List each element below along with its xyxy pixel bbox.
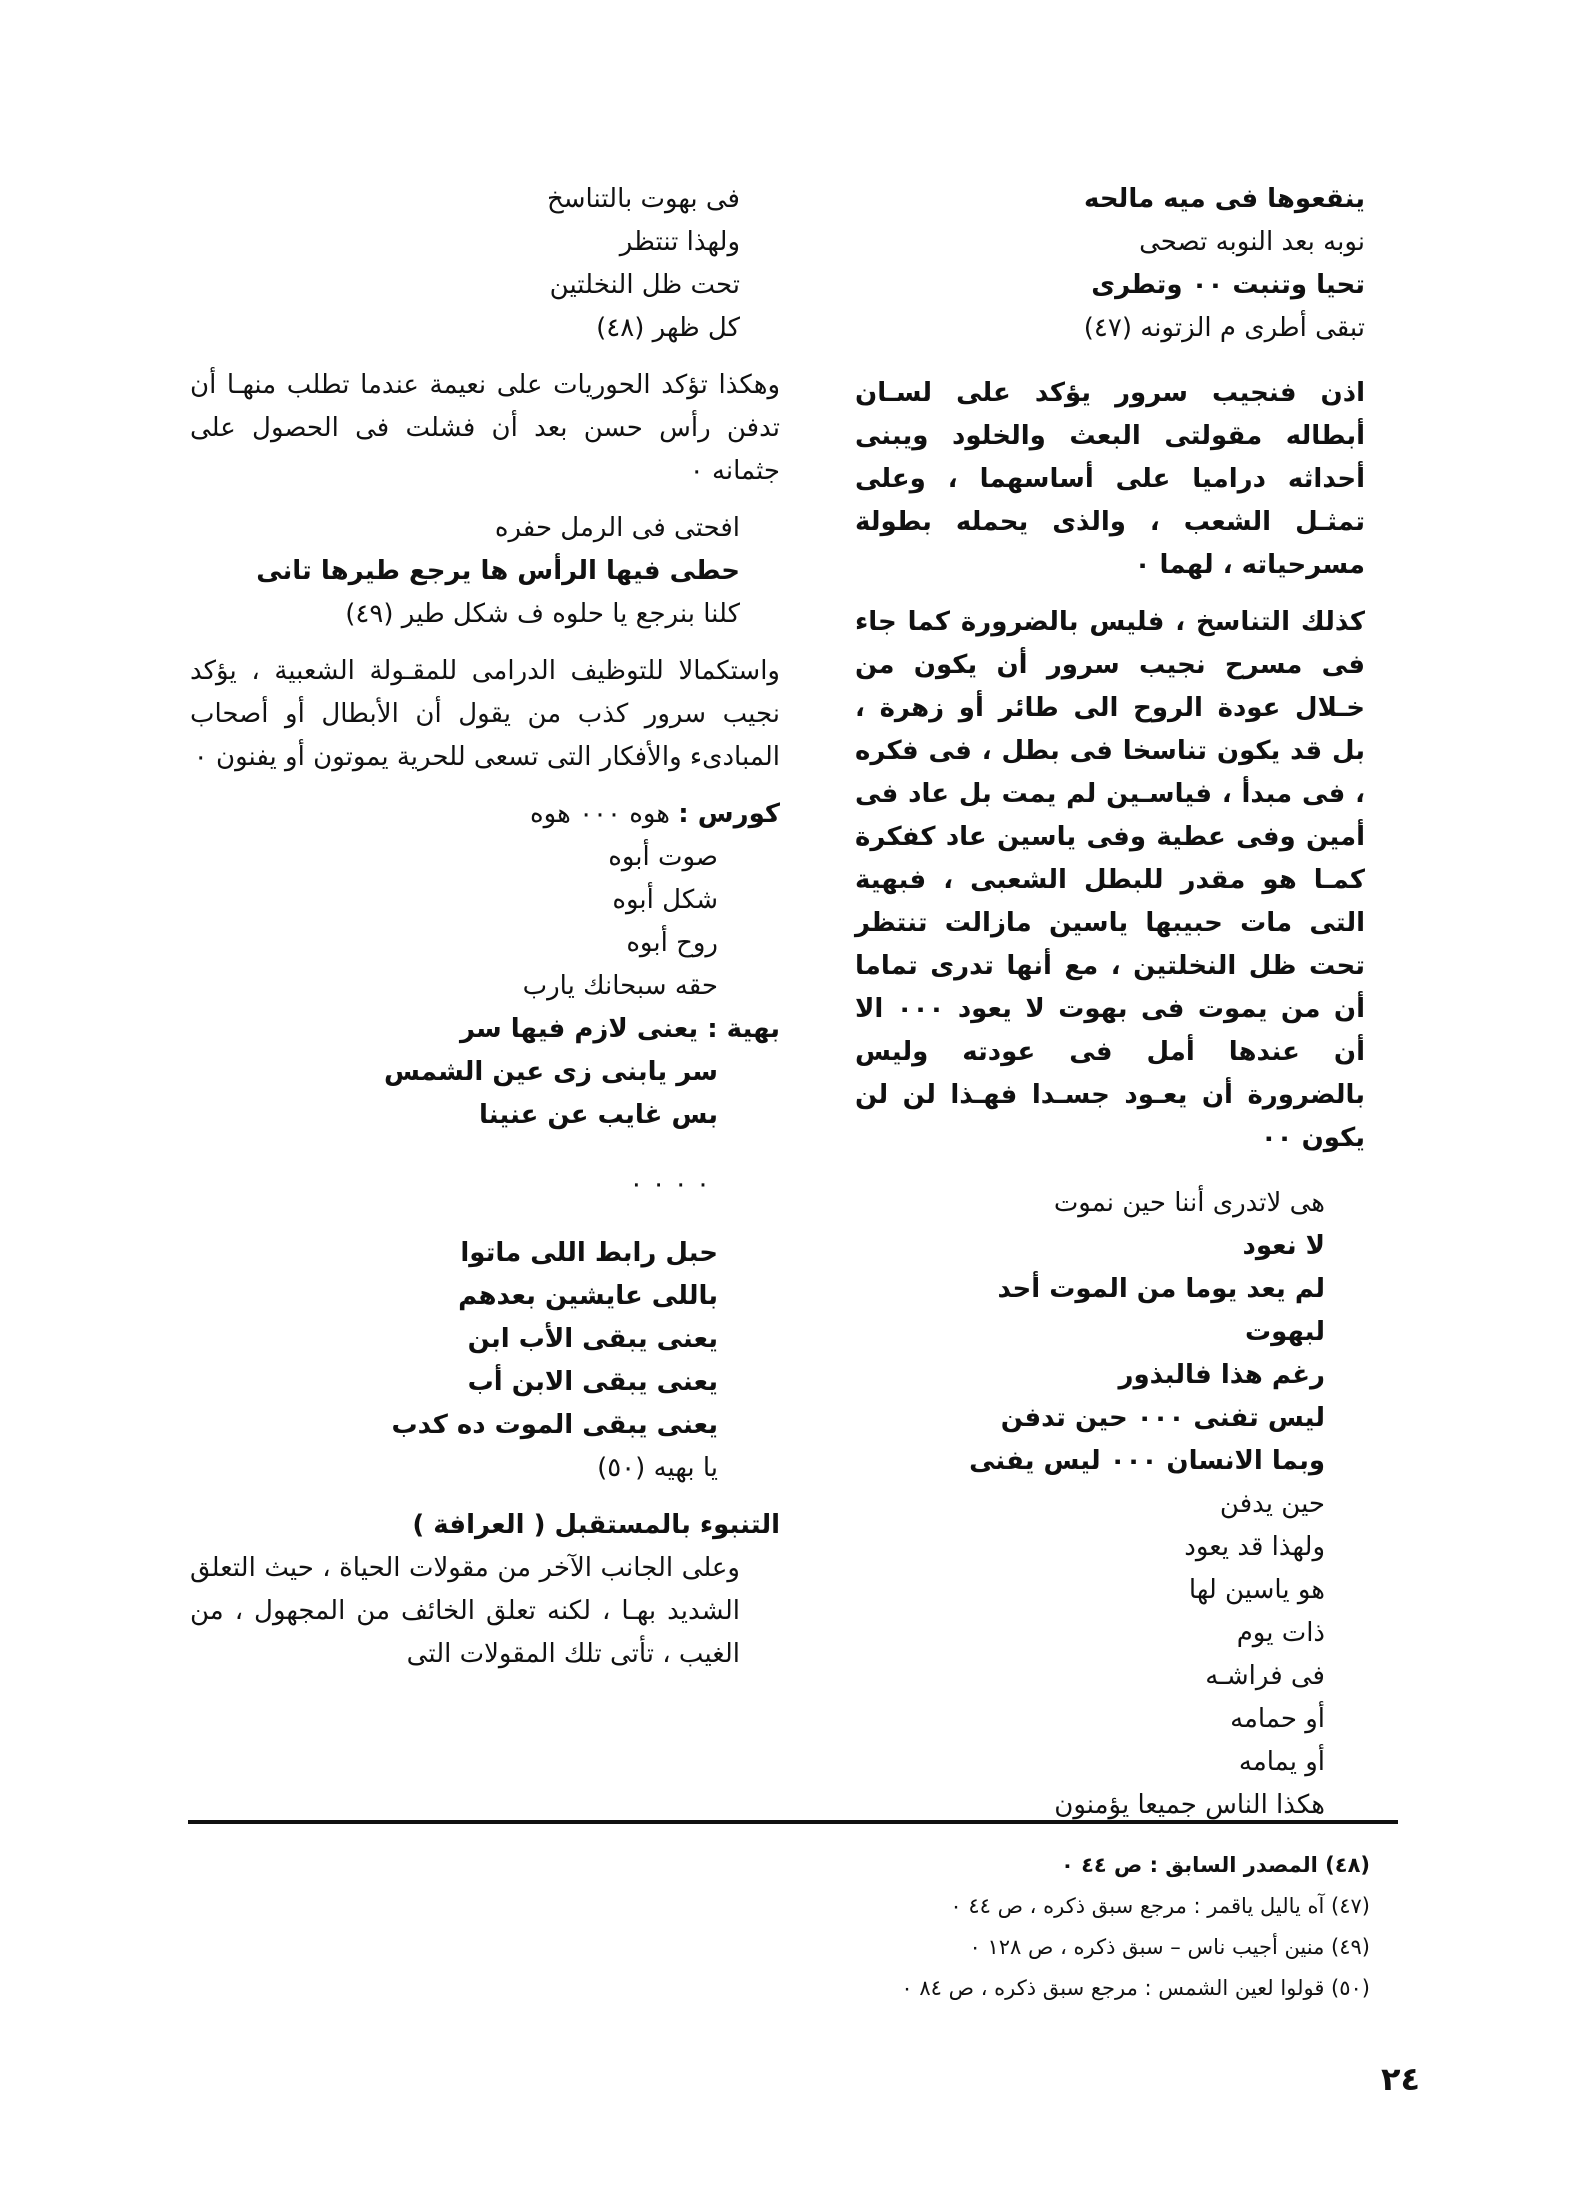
verse-line: ليس تفنى ٠٠٠ حين تدفن	[1000, 1403, 1325, 1433]
verse-line: صوت أبوه	[608, 842, 718, 872]
poem-47	[855, 178, 1365, 350]
verse-line: رغم هذا فالبذور	[1118, 1360, 1325, 1390]
footnote: (٥٠) قولوا لعين الشمس : مرجع سبق ذكره ، ص ٨٤ ٠	[901, 1976, 1370, 2000]
poem-faith	[855, 1182, 1365, 1827]
verse-line: افحتى فى الرمل حفره	[494, 513, 740, 543]
bahia-block	[190, 1008, 780, 1137]
poem-48	[190, 178, 780, 350]
verse-line: كل ظهر (٤٨)	[596, 313, 740, 343]
verse-line: روح أبوه	[626, 928, 718, 958]
paragraph: وعلى الجانب الآخر من مقولات الحياة ، حيث التعلق الشديد بهـا ، لكنه تعلق الخائف من المجهول ، من الغيب ، تأتى تلك المقولات التى	[190, 1553, 740, 1669]
verse-line: تبقى أطرى م الزتونه (٤٧)	[1083, 313, 1365, 343]
verse-line: هو ياسين لها	[1188, 1575, 1325, 1605]
verse-line: هكذا الناس جميعا يؤمنون	[1054, 1790, 1325, 1820]
verse-line: ذات يوم	[1236, 1618, 1325, 1648]
verse-line: وبما الانسان ٠٠٠ ليس يفنى	[969, 1446, 1325, 1476]
verse-line: ولهذا قد يعود	[1184, 1532, 1325, 1562]
verse-line: يعنى يبقى الموت ده كدب	[391, 1410, 718, 1440]
verse-line: بس غايب عن عنينا	[478, 1100, 718, 1130]
verse-line: ولهذا تنتظر	[619, 227, 740, 257]
page-number: ٢٤	[1380, 2060, 1420, 2098]
paragraph: واستكمالا للتوظيف الدرامى للمقـولة الشعبية ، يؤكد نجيب سرور كذب من يقول أن الأبطال أو أصحاب المبادىء والأفكار التى تسعى للحرية يموتون أو يفنون ٠	[190, 656, 780, 772]
verse-line: أو يمامه	[1238, 1747, 1325, 1777]
footnote: (٤٨) المصدر السابق : ص ٤٤ ٠	[1060, 1853, 1370, 1877]
footnote: (٤٧) آه ياليل ياقمر : مرجع سبق ذكره ، ص ٤٤ ٠	[950, 1894, 1370, 1918]
left-column	[190, 178, 780, 1676]
verse-line: هوه ٠٠٠ هوه	[530, 799, 671, 829]
section-heading: التنبوء بالمستقبل ( العرافة )	[412, 1510, 780, 1540]
paragraph: اذن فنجيب سرور يؤكد على لسـان أبطاله مقولتى البعث والخلود ويبنى أحداثه دراميا على أساسهما ، وعلى تمثـل الشعب ، والذى يحمله بطولة مسرحياته ، لهما ٠	[855, 378, 1365, 580]
verse-line: يعنى يبقى الابن أب	[467, 1367, 718, 1397]
verse-line: كلنا بنرجع يا حلوه ف شكل طير (٤٩)	[345, 599, 740, 629]
verse-line: باللى عايشين بعدهم	[458, 1281, 718, 1311]
ellipsis-dots: ٠ ٠ ٠ ٠	[629, 1169, 710, 1199]
verse-line: فى بهوت بالتناسخ	[546, 184, 740, 214]
verse-line: تحت ظل النخلتين	[549, 270, 740, 300]
paragraph: كذلك التناسخ ، فليس بالضرورة كما جاء فى مسرح نجيب سرور أن يكون من خـلال عودة الروح الى طائر أو زهرة ، بل قد يكون تناسخا فى بطل ، فى فكره ، فى مبدأ ، فياسـين لم يمت بل عاد فى أمين وفى عطية وفى ياسين عاد كفكرة كمـا هو مقدر للبطل الشعبى ، فبهية التى مات حبيبها ياسين مازالت تنتظر تحت ظل النخلتين ، مع أنها تدرى تماما أن من يموت فى بهوت لا يعود ٠٠٠ الا أن عندها أمل فى عودته وليس بالضرورة أن يعـود جسـدا فهـذا لن لن يكون ٠٠	[855, 607, 1365, 1153]
speaker-label: كورس :	[678, 799, 780, 829]
verse-line: فى فراشـه	[1205, 1661, 1325, 1691]
footnotes	[760, 1845, 1370, 2009]
speaker-label: بهية :	[707, 1014, 780, 1044]
verse-line: حطى فيها الرأس ها يرجع طيرها تانى	[256, 556, 740, 586]
verse-line: يعنى يبقى الأب ابن	[467, 1324, 718, 1354]
paragraph: وهكذا تؤكد الحوريات على نعيمة عندما تطلب منهـا أن تدفن رأس حسن بعد أن فشلت فى الحصول على جثمانه ٠	[190, 370, 780, 486]
verse-line: لبهوت	[1245, 1317, 1325, 1347]
verse-line: حبل رابط اللى ماتوا	[460, 1238, 718, 1268]
verse-line: لم يعد يوما من الموت أحد	[997, 1274, 1325, 1304]
verse-line: نوبه بعد النوبه تصحى	[1139, 227, 1365, 257]
verse-line: حين يدفن	[1219, 1489, 1325, 1519]
verse-line: يا بهيه (٥٠)	[597, 1453, 718, 1483]
verse-line: أو حمامه	[1230, 1704, 1325, 1734]
footnote: (٤٩) منين أجيب ناس – سبق ذكره ، ص ١٢٨ ٠	[969, 1935, 1370, 1959]
verse-line: يعنى لازم فيها سر	[459, 1014, 699, 1044]
footnote-divider	[188, 1820, 1398, 1824]
verse-line: حقه سبحانك يارب	[522, 971, 718, 1001]
verse-line: شكل أبوه	[612, 885, 718, 915]
verse-line: هى لاتدرى أننا حين نموت	[1053, 1188, 1325, 1218]
verse-line: لا نعود	[1242, 1231, 1325, 1261]
poem-49	[190, 507, 780, 636]
verse-line: تحيا وتنبت ٠٠ وتطرى	[1091, 270, 1365, 300]
verse-line: ينقعوها فى ميه مالحه	[1084, 184, 1365, 214]
chorus-block	[190, 793, 780, 1008]
verse-line: سر يابنى زى عين الشمس	[383, 1057, 718, 1087]
right-column	[855, 178, 1365, 1827]
poem-50	[190, 1232, 780, 1490]
